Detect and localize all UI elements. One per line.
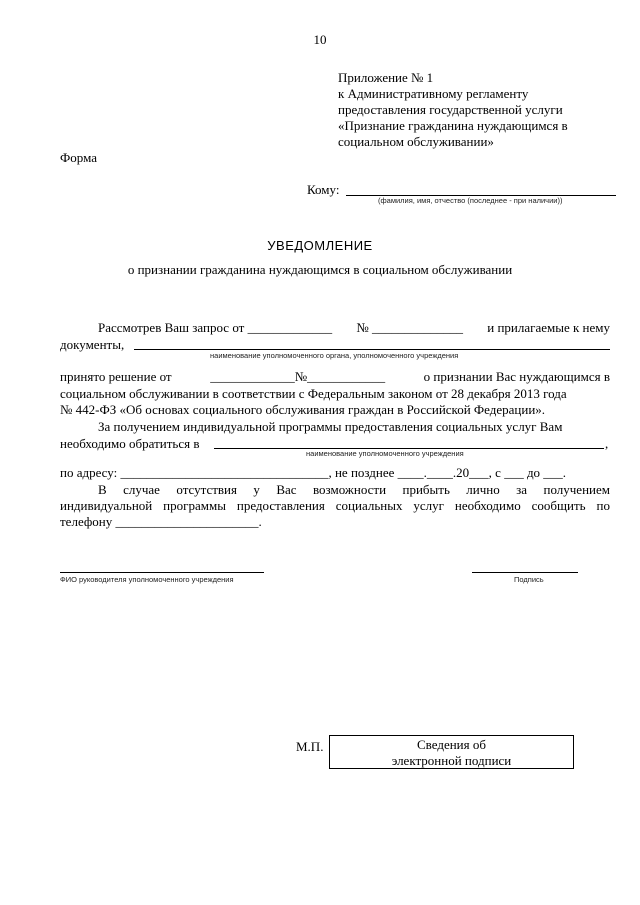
appendix-line-1: Приложение № 1 — [338, 70, 434, 85]
decision-date-blank[interactable]: _____________ — [210, 369, 295, 384]
appendix-line-2: к Административному регламенту — [338, 86, 529, 101]
number-blank[interactable]: ______________ — [372, 320, 463, 335]
word: Ваш — [164, 320, 190, 335]
stamp-mark: М.П. — [296, 739, 324, 754]
notice-subtitle: о признании гражданина нуждающимся в социальном обслуживании — [127, 262, 513, 277]
notice-title: УВЕДОМЛЕНИЕ — [267, 238, 373, 253]
para5-line1: В случае отсутствия у Вас возможности прибыть лично за получением — [98, 482, 610, 497]
word: Рассмотрев — [98, 320, 162, 335]
e-signature-line-2: электронной подписи — [391, 753, 512, 768]
para2-line1 — [60, 369, 610, 385]
appendix-line-5: социальном обслуживании» — [338, 134, 494, 149]
word: от — [232, 320, 245, 335]
e-signature-box — [329, 735, 574, 769]
para1-line1 — [98, 320, 610, 336]
para2-line2: социальном обслуживании в соответствии с Федеральным законом от 28 декабря 2013 года — [60, 386, 567, 401]
date-blank[interactable]: _____________ — [247, 320, 333, 335]
e-signature-line-1: Сведения об — [417, 737, 486, 752]
para2-line3: № 442-ФЗ «Об основах социального обслуживания граждан в Российской Федерации». — [60, 402, 546, 417]
decision-text: принято решение от — [60, 369, 172, 384]
institution-caption: наименование уполномоченного учреждения — [306, 449, 464, 458]
number-sign: № — [356, 320, 369, 335]
para3-line2: необходимо обратиться в — [60, 436, 200, 451]
appendix-line-4: «Признание гражданина нуждающимся в — [338, 118, 568, 133]
signature-line[interactable] — [472, 572, 578, 573]
address-line[interactable]: по адресу: ________________________________, не позднее ____.____.20___, с ___ до ___. — [60, 465, 567, 480]
to-caption: (фамилия, имя, отчество (последнее - при наличии)) — [378, 196, 563, 205]
word: и прилагаемые к нему — [487, 320, 610, 335]
number-sign: № — [294, 369, 308, 384]
word: запрос — [192, 320, 230, 335]
manager-name-caption: ФИО руководителя уполномоченного учреждения — [60, 575, 234, 584]
signature-caption: Подпись — [514, 575, 544, 584]
para3-line1: За получением индивидуальной программы предоставления социальных услуг Вам — [98, 419, 563, 434]
to-label: Кому: — [307, 182, 340, 197]
para1-line2: документы, — [60, 337, 125, 352]
para5-line2: индивидуальной программы предоставления социальных услуг необходимо сообщить по — [60, 498, 610, 513]
form-label: Форма — [60, 150, 97, 165]
org-name-caption: наименование уполномоченного органа, уполномоченного учреждения — [210, 351, 459, 360]
para3-comma: , — [605, 436, 609, 451]
decision-text-end: о признании Вас нуждающимся в — [423, 369, 610, 384]
page-number: 10 — [313, 32, 327, 47]
manager-name-line[interactable] — [60, 572, 264, 573]
decision-number-blank[interactable]: ____________ — [307, 369, 386, 384]
org-name-line[interactable] — [134, 349, 610, 350]
appendix-line-3: предоставления государственной услуги — [338, 102, 563, 117]
para5-line3[interactable]: телефону ______________________. — [60, 514, 262, 529]
appendix-block — [338, 70, 568, 150]
